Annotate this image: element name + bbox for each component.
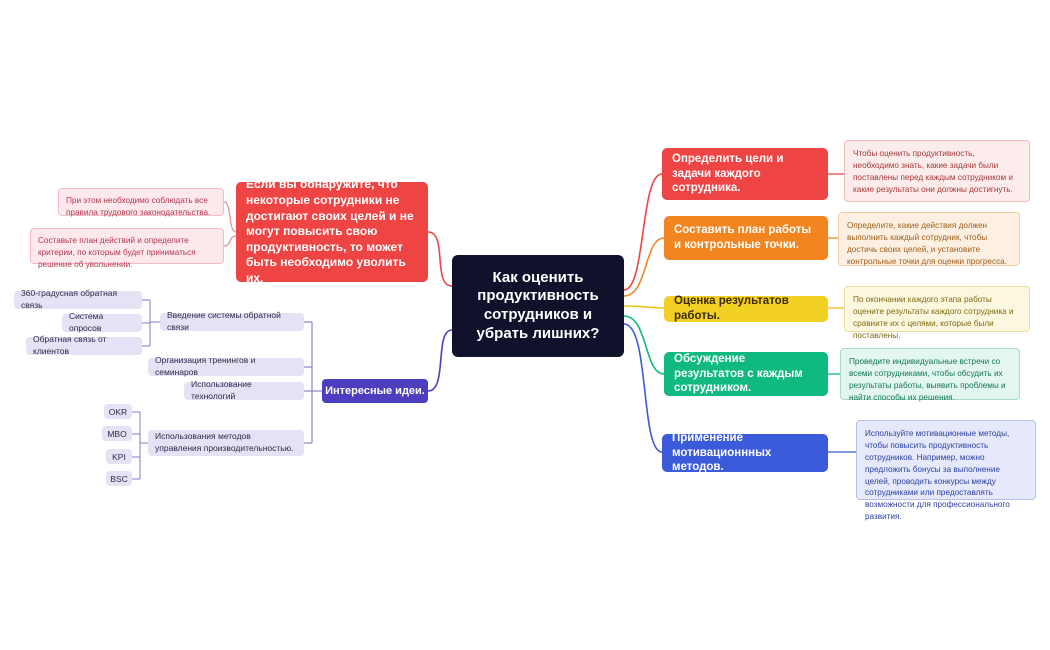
branch-discuss-results-label: Обсуждение результатов с каждым сотрудником. — [674, 352, 803, 395]
note-define-goals[interactable] — [844, 140, 1030, 202]
idea-feedback-system[interactable] — [160, 310, 304, 332]
branch-discuss-results[interactable] — [664, 352, 828, 396]
branch-work-plan-label: Составить план работы и контрольные точки. — [674, 224, 812, 251]
note-results-evaluation[interactable] — [844, 286, 1030, 340]
feedback-360-label: 360-градусная обратная связь — [21, 288, 118, 310]
perf-bsc-label: BSC — [110, 473, 128, 484]
center-node-label: Как оценить продуктивность сотрудников и убрать лишних? — [476, 268, 600, 342]
branch-dismissal[interactable] — [236, 177, 428, 285]
branch-motivation-methods-label: Применение мотивационнных методов. — [672, 431, 772, 474]
branch-motivation-methods[interactable] — [662, 431, 828, 474]
idea-technology-label: Использование технологий — [191, 379, 252, 401]
note-dismissal-criteria[interactable] — [30, 228, 224, 269]
note-discuss-results[interactable] — [840, 348, 1020, 400]
branch-define-goals[interactable] — [662, 148, 828, 200]
perf-kpi[interactable] — [106, 449, 132, 464]
idea-trainings-label: Организация тренингов и семинаров — [155, 355, 256, 377]
perf-mbo[interactable] — [102, 426, 132, 441]
branch-define-goals-label: Определить цели и задачи каждого сотрудника. — [672, 152, 784, 195]
note-work-plan-text: Определите, какие действия должен выполнить каждый сотрудник, чтобы достичь своих целей, и установите контрольные точки для оценки прогресса. — [847, 221, 1007, 266]
idea-technology[interactable] — [184, 379, 304, 401]
idea-performance-management-label: Использования методов управления производительностью. — [155, 431, 294, 453]
perf-okr-label: OKR — [108, 406, 128, 417]
perf-mbo-label: MBO — [107, 428, 127, 439]
feedback-clients[interactable] — [26, 334, 142, 356]
mindmap-center-node[interactable] — [452, 255, 624, 357]
idea-feedback-system-label: Введение системы обратной связи — [167, 310, 281, 332]
note-results-evaluation-text: По окончании каждого этапа работы оцените результаты каждого сотрудника и сравните их с целями, которые были поставлены. — [853, 295, 1014, 340]
note-discuss-results-text: Проведите индивидуальные встречи со всеми сотрудниками, чтобы обсудить их результаты работы, выявить проблемы и найти способы их решения. — [849, 357, 1006, 402]
note-work-plan[interactable] — [838, 212, 1020, 266]
branch-results-evaluation-label: Оценка результатов работы. — [674, 295, 789, 322]
note-motivation-methods-text: Используйте мотивационные методы, чтобы повысить продуктивность сотрудников. Например, можно предложить бонусы за выполнение целей, проводить конкурсы между сотрудниками или предоставлять возможности для профессионального развития. — [865, 429, 1010, 522]
idea-trainings[interactable] — [148, 355, 304, 377]
branch-work-plan[interactable] — [664, 216, 828, 260]
feedback-clients-label: Обратная связь от клиентов — [33, 334, 107, 356]
feedback-surveys[interactable] — [62, 311, 142, 333]
branch-interesting-ideas-label: Интересные идеи. — [325, 385, 425, 397]
feedback-360[interactable] — [14, 288, 142, 310]
branch-dismissal-label: Если вы обнаружите, что некоторые сотрудники не достигают своих целей и не могут повысить свою продуктивность, то может быть необходимо уволить их. — [246, 177, 414, 285]
perf-okr[interactable] — [104, 404, 132, 419]
note-define-goals-text: Чтобы оценить продуктивность, необходимо знать, какие задачи были поставлены перед каждым сотрудником и какие результаты они должны достигнуть. — [853, 149, 1013, 194]
note-dismissal-criteria-text: Составьте план действий и определите критерии, по которым будет приниматься решение об увольнении. — [38, 236, 196, 269]
idea-performance-management[interactable] — [148, 430, 304, 456]
note-motivation-methods[interactable] — [856, 420, 1036, 522]
perf-bsc[interactable] — [106, 471, 132, 486]
branch-results-evaluation[interactable] — [664, 296, 828, 322]
branch-interesting-ideas[interactable] — [322, 379, 428, 403]
perf-kpi-label: KPI — [112, 451, 126, 462]
feedback-surveys-label: Система опросов — [69, 311, 104, 333]
note-labor-law[interactable] — [58, 188, 224, 216]
note-labor-law-text: При этом необходимо соблюдать все правила трудового законодательства. — [66, 196, 211, 217]
